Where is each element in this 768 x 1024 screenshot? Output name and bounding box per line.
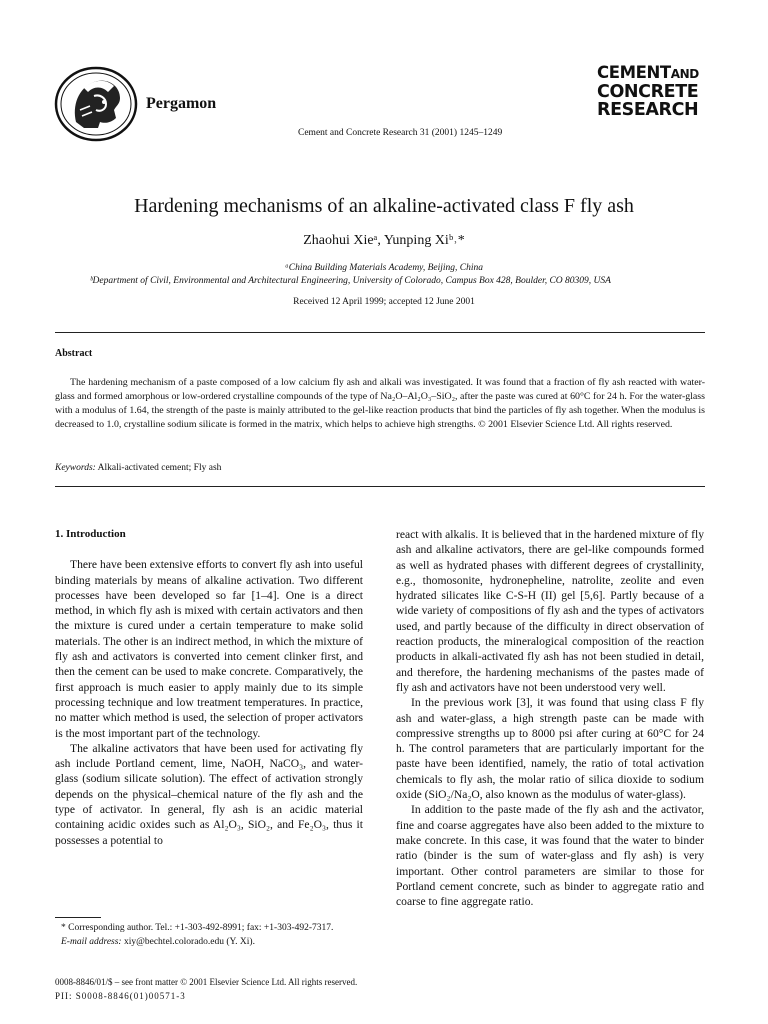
copyright-line: 0008-8846/01/$ – see front matter © 2001 Elsevier Science Ltd. All rights reserved. bbox=[55, 977, 358, 987]
body-paragraph: There have been extensive efforts to convert fly ash into useful binding materials by means of alkaline activation. Two different processes have been developed so far [1–4]. One is a direct method, in which fly ash is mixed with certain activators and then the mixture is cured under a certain temperature to make solid materials. The other is an indirect method, in which the mixture of fly ash and activators is converted into cement clinker first, and then the cement can be used to make concrete. Comparatively, the first approach is much easier to apply mainly due to its simple processing technique and low treatment temperatures. In practice, no matter which method is used, the selection of proper activators is the most important part of the technology. bbox=[55, 558, 363, 740]
abstract-text: The hardening mechanism of a paste composed of a low calcium fly ash and alkali was investigated. It was found that a fraction of fly ash reacted with water-glass and formed amorphous or low-ordered crystalline compounds of the type of Na₂O–Al₂O₃–SiO₂, after the paste was cured at 60°C for 24 h. For the water-glass with a modulus of 1.64, the strength of the paste is mainly attributed to the gel-like reaction products that bind the particles of fly ash together. When the modulus is decreased to 1.0, crystalline sodium silicate is formed in the matrix, which helps to achieve high strengths. © 2001 Elsevier Science Ltd. All rights reserved. bbox=[55, 377, 705, 431]
body-paragraph: In the previous work [3], it was found that using class F fly ash and water-glass, a high strength paste can be made with compressive strengths up to 8000 psi after curing at 60°C for 24 h. The control parameters that are particularly important for the paste have been identified, namely, the ratio of total activation chemicals to fly ash, the molar ratio of silica dioxide to sodium oxide (SiO₂/Na₂O, also known as the modulus of water-glass). bbox=[396, 696, 704, 802]
footnote-rule bbox=[55, 917, 101, 918]
body-column-right bbox=[396, 527, 704, 909]
page-footer bbox=[55, 975, 357, 1003]
keywords-values: Alkali-activated cement; Fly ash bbox=[97, 463, 222, 473]
divider-top bbox=[55, 332, 705, 333]
author-list: Zhaohui Xieᵃ, Yunping Xiᵇ˒* bbox=[303, 233, 465, 248]
email-address[interactable]: xiy@bechtel.colorado.edu (Y. Xi). bbox=[123, 937, 255, 947]
body-column-left bbox=[55, 527, 363, 848]
brand-word-cement: CEMENT bbox=[597, 63, 671, 82]
body-paragraph: react with alkalis. It is believed that in the hardened mixture of fly ash and alkaline activators, there are gel-like compounds formed as well as hydrated phases with different degrees of crystallinity, e.g., thomosonite, hydronepheline, natrolite, zeolite and even hydrated silicates like C-S-H (II) gel [5,6]. Partly because of a wide variety of compositions of fly ash and the types of activators used, and partly because of the difficulty in direct observation of reaction products, the mineralogical composition of the reaction products in alkali-activated fly ash has not been studied in detail, and therefore, the hardening mechanisms of the pastes made of fly ash and activators have not been understood very well. bbox=[396, 528, 704, 694]
publisher-name: Pergamon bbox=[146, 95, 217, 112]
body-paragraph: In addition to the paste made of the fly ash and the activator, fine and coarse aggregates have also been added to the mixture to make concrete. In this case, it was found that the water to binder ratio (binder is the sum of water-glass and fly ash) is very important. Other control parameters are similar to those for Portland cement concrete, such as binder to aggregate ratio and coarse to fine aggregate ratio. bbox=[396, 803, 704, 909]
corresponding-author-note: * Corresponding author. Tel.: +1-303-492-8991; fax: +1-303-492-7317. bbox=[61, 923, 334, 933]
brand-word-concrete: CONCRETE bbox=[597, 82, 699, 102]
body-paragraph: The alkaline activators that have been used for activating fly ash include Portland cement, lime, NaOH, NaCO₃, and water-glass (sodium silicate solution). The effect of activation strongly depends on the physical–chemical nature of the fly ash and the type of activator. In general, fly ash is an acidic material containing acidic oxides such as Al₂O₃, SiO₂, and Fe₂O₃, thus it possesses a potential to bbox=[55, 741, 363, 847]
section-heading: 1. Introduction bbox=[55, 528, 126, 540]
received-dates: Received 12 April 1999; accepted 12 June 2001 bbox=[293, 297, 475, 307]
affiliation-a: ᵃChina Building Materials Academy, Beijing, China bbox=[284, 263, 484, 273]
keywords-label: Keywords: bbox=[55, 463, 96, 473]
affiliation-b: ᵇDepartment of Civil, Environmental and Architectural Engineering, University of Colorado, Campus Box 428, Boulder, CO 80309, USA bbox=[90, 276, 611, 286]
pergamon-logo-emblem bbox=[54, 66, 138, 142]
footnote bbox=[55, 921, 363, 949]
journal-reference: Cement and Concrete Research 31 (2001) 1245–1249 bbox=[298, 128, 503, 138]
article-title: Hardening mechanisms of an alkaline-activated class F fly ash bbox=[134, 195, 634, 217]
email-line bbox=[55, 935, 363, 949]
pii-line: PII: S0008-8846(01)00571-3 bbox=[55, 991, 186, 1001]
brand-word-and: AND bbox=[670, 67, 699, 81]
divider-bottom bbox=[55, 486, 705, 487]
journal-brand-logo bbox=[597, 64, 709, 119]
email-label: E-mail address: bbox=[61, 937, 122, 947]
brand-word-research: RESEARCH bbox=[597, 100, 699, 120]
keywords-line bbox=[55, 463, 221, 473]
helmeted-head-emblem-icon bbox=[54, 66, 138, 142]
abstract-heading: Abstract bbox=[55, 348, 93, 359]
